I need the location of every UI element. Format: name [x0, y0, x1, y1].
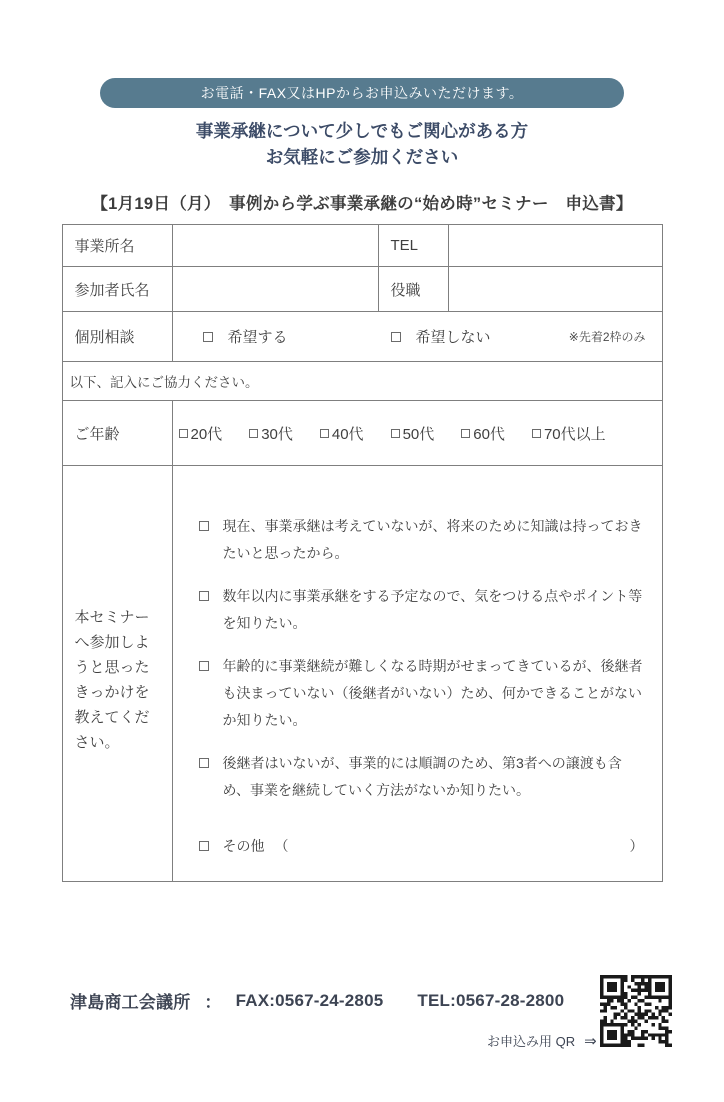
contact-method-banner: [100, 78, 624, 108]
reason-option: [199, 653, 644, 734]
tel-field[interactable]: [448, 225, 662, 267]
qr-code: [600, 975, 672, 1047]
other-paren-open: （: [274, 838, 289, 854]
other-option-label: その他: [222, 838, 265, 854]
age-options-cell: [172, 401, 662, 466]
fax-number: FAX:0567-24-2805: [235, 990, 384, 1010]
reason-label: 本セミナーへ参加しようと思ったきっかけを教えてください。: [62, 466, 172, 882]
consult-no-label: 希望しない: [415, 329, 491, 346]
tel-number: TEL:0567-28-2800: [417, 990, 565, 1010]
other-checkbox-icon[interactable]: [199, 841, 209, 851]
reason-option-text: 後継者はいないが、事業的には順調のため、第3者への譲渡も含め、事業を継続していく方法がないか知りたい。: [222, 755, 622, 798]
tel-label: TEL: [378, 225, 448, 267]
age-option[interactable]: [179, 423, 223, 444]
age-option-label: 70代以上: [543, 425, 606, 443]
age-checkbox-icon[interactable]: [532, 429, 541, 438]
qr-caption-text: お申込み用 QR: [487, 1034, 576, 1049]
reason-options: [173, 491, 662, 804]
age-option-label: 50代: [402, 425, 435, 443]
reason-options-cell: [172, 466, 662, 882]
reason-option-text: 現在、事業承継は考えていないが、将来のために知識は持っておきたいと思ったから。: [222, 518, 643, 561]
age-option[interactable]: [461, 423, 505, 444]
intro-heading: [0, 118, 724, 170]
age-checkbox-icon[interactable]: [249, 429, 258, 438]
reason-option: [199, 750, 644, 804]
contact-method-banner-text: お電話・FAX又はHPからお申込みいただけます。: [200, 85, 524, 101]
age-checkbox-icon[interactable]: [391, 429, 400, 438]
consult-yes-label: 希望する: [227, 329, 288, 346]
section-note: 以下、記入にご協力ください。: [62, 362, 662, 401]
position-label: 役職: [378, 267, 448, 312]
row-consultation: [62, 312, 662, 362]
age-label: ご年齢: [62, 401, 172, 466]
position-field[interactable]: [448, 267, 662, 312]
reason-checkbox-icon[interactable]: [199, 758, 209, 768]
reason-checkbox-icon[interactable]: [199, 521, 209, 531]
intro-heading-line2: お気軽にご参加ください: [265, 147, 459, 167]
consultation-options-cell: [172, 312, 662, 362]
reason-checkbox-icon[interactable]: [199, 661, 209, 671]
consultation-note: ※先着2枠のみ: [568, 330, 646, 344]
age-option-label: 30代: [261, 425, 293, 443]
age-checkbox-icon[interactable]: [320, 429, 329, 438]
age-option[interactable]: [249, 423, 293, 444]
reason-option: [199, 583, 644, 637]
age-checkbox-icon[interactable]: [179, 429, 188, 438]
participant-name-field[interactable]: [172, 267, 378, 312]
age-option-label: 40代: [331, 425, 364, 443]
age-option[interactable]: [532, 423, 606, 444]
other-paren-close: ）: [629, 838, 644, 854]
row-reason: [62, 466, 662, 882]
age-option-label: 60代: [473, 425, 505, 443]
reason-option-other: [199, 836, 644, 856]
age-checkbox-icon[interactable]: [461, 429, 470, 438]
qr-caption: [487, 1031, 597, 1050]
row-section-note: [62, 362, 662, 401]
footer-separator: ：: [204, 993, 222, 1012]
consultation-label: 個別相談: [62, 312, 172, 362]
reason-option-text: 数年以内に事業承継をする予定なので、気をつける点やポイント等を知りたい。: [222, 588, 643, 631]
consult-yes-checkbox-icon[interactable]: [203, 332, 213, 342]
intro-heading-line1: 事業承継について少しでもご関心がある方: [195, 121, 529, 141]
business-name-label: 事業所名: [62, 225, 172, 267]
row-business-name: [62, 225, 662, 267]
application-form-table: [62, 224, 663, 882]
consult-no-checkbox-icon[interactable]: [391, 332, 401, 342]
age-option[interactable]: [320, 423, 364, 444]
age-option-label: 20代: [190, 425, 223, 443]
form-title: 【1月19日（月） 事例から学ぶ事業承継の“始め時”セミナー 申込書】: [91, 195, 633, 213]
participant-name-label: 参加者氏名: [62, 267, 172, 312]
age-options: [173, 423, 662, 444]
reason-option-text: 年齢的に事業継続が難しくなる時期がせまってきているが、後継者も決まっていない（後継者がいない）ため、何かできることがないか知りたい。: [222, 658, 643, 728]
footer-contact-line: [70, 988, 564, 1013]
age-option[interactable]: [391, 423, 435, 444]
reason-checkbox-icon[interactable]: [199, 591, 209, 601]
business-name-field[interactable]: [172, 225, 378, 267]
reason-option: [199, 513, 644, 567]
row-participant: [62, 267, 662, 312]
organization-name: 津島商工会議所: [70, 993, 191, 1012]
arrow-right-icon: ⇒: [584, 1032, 597, 1050]
row-age: [62, 401, 662, 466]
